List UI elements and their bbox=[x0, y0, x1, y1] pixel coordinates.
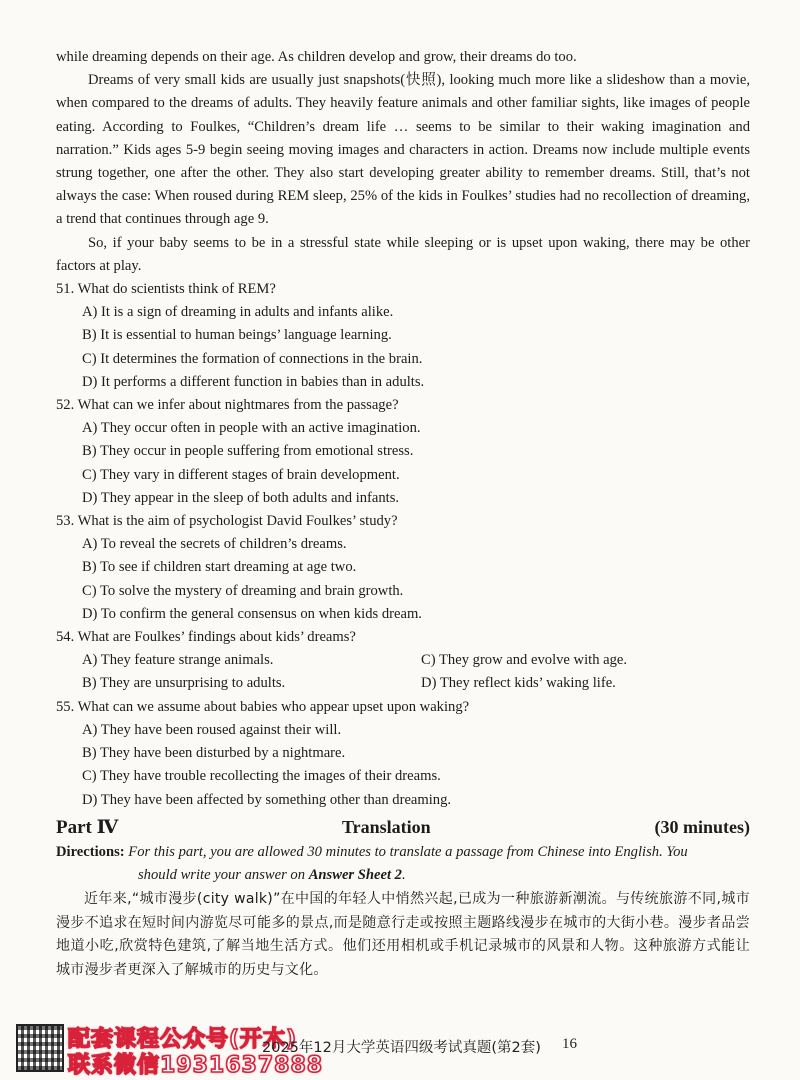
page-number: 16 bbox=[562, 1036, 577, 1052]
directions-text: should write your answer on bbox=[138, 867, 306, 884]
directions-label: Directions: bbox=[56, 843, 125, 860]
option: B) To see if children start dreaming at age two. bbox=[82, 559, 357, 576]
question-stem: 55. What can we assume about babies who appear upset upon waking? bbox=[56, 698, 470, 715]
part-title: Translation bbox=[342, 816, 431, 837]
page-content bbox=[56, 46, 750, 982]
question-52 bbox=[56, 394, 750, 510]
question-54 bbox=[56, 626, 750, 696]
question-stem: 51. What do scientists think of REM? bbox=[56, 281, 276, 298]
option: A) It is a sign of dreaming in adults and infants alike. bbox=[82, 304, 394, 321]
option: C) They grow and evolve with age. bbox=[421, 652, 628, 669]
option: D) To confirm the general consensus on when kids dream. bbox=[82, 605, 422, 622]
option-row bbox=[56, 649, 750, 672]
passage-paragraph: while dreaming depends on their age. As children develop and grow, their dreams do too. bbox=[56, 49, 577, 65]
option: A) They feature strange animals. bbox=[82, 652, 274, 669]
option: A) To reveal the secrets of children’s dreams. bbox=[82, 536, 347, 553]
page-footer bbox=[0, 1020, 800, 1080]
part-header bbox=[56, 816, 750, 839]
qr-code-icon bbox=[16, 1024, 64, 1072]
option: B) They have been disturbed by a nightmare. bbox=[82, 745, 346, 762]
option-row bbox=[56, 672, 750, 695]
part-time: (30 minutes) bbox=[654, 816, 750, 837]
directions bbox=[56, 841, 750, 887]
part-number: Part Ⅳ bbox=[56, 816, 119, 838]
option: B) They occur in people suffering from emotional stress. bbox=[82, 443, 414, 460]
option: A) They have been roused against their will. bbox=[82, 721, 342, 738]
option: A) They occur often in people with an active imagination. bbox=[82, 420, 421, 437]
question-stem: 54. What are Foulkes’ findings about kids’ dreams? bbox=[56, 629, 356, 646]
question-stem: 53. What is the aim of psychologist David Foulkes’ study? bbox=[56, 513, 398, 530]
passage-paragraph: So, if your baby seems to be in a stressful state while sleeping or is upset upon waking, there may be other factors at play. bbox=[56, 234, 750, 274]
option: D) It performs a different function in babies than in adults. bbox=[82, 373, 425, 390]
question-51 bbox=[56, 278, 750, 394]
chinese-passage: 近年来,“城市漫步(city walk)”在中国的年轻人中悄然兴起,已成为一种旅游新潮流。与传统旅游不同,城市漫步不追求在短时间内游览尽可能多的景点,而是随意行走或按照主题路线漫步在城市的大街小巷。漫步者品尝地道小吃,欣赏特色建筑,了解当地生活方式。他们还用相机或手机记录城市的风景和人物。这种旅游方式能让城市漫步者更深入了解城市的历史与文化。 bbox=[56, 891, 750, 978]
directions-text: . bbox=[401, 867, 406, 884]
option: D) They have been affected by something other than dreaming. bbox=[82, 791, 452, 808]
watermark: 联系微信1931637888 bbox=[68, 1053, 324, 1078]
option: C) To solve the mystery of dreaming and brain growth. bbox=[82, 582, 404, 599]
option: D) They appear in the sleep of both adults and infants. bbox=[82, 489, 400, 506]
option: D) They reflect kids’ waking life. bbox=[421, 675, 616, 692]
option: B) It is essential to human beings’ language learning. bbox=[82, 327, 392, 344]
watermark: 配套课程公众号(开木) bbox=[68, 1027, 298, 1052]
question-55 bbox=[56, 696, 750, 812]
directions-text: For this part, you are allowed 30 minutes to translate a passage from Chinese into English. You bbox=[128, 843, 688, 860]
option: C) It determines the formation of connections in the brain. bbox=[82, 350, 423, 367]
passage-paragraph: Dreams of very small kids are usually just snapshots(快照), looking much more like a slideshow than a movie, when compared to the dreams of adults. They heavily feature animals and other familiar sights, like images of people eating. According to Foulkes, “Children’s dream life … seems to be similar to their waking imagination and narration.” Kids ages 5-9 begin seeing moving images and characters in action. Dreams now include multiple events strung together, one after the other. They also start developing greater ability to remember dreams. Still, that’s not always the case: When roused during REM sleep, 25% of the kids in Foulkes’ studies had no recollection of dreaming, a trend that continues through age 9. bbox=[56, 72, 750, 228]
answer-sheet-label: Answer Sheet 2 bbox=[308, 867, 402, 884]
footer-title: 2025年12月大学英语四级考试真题(第2套) bbox=[262, 1040, 541, 1056]
option: B) They are unsurprising to adults. bbox=[82, 675, 286, 692]
question-stem: 52. What can we infer about nightmares from the passage? bbox=[56, 397, 399, 414]
option: C) They have trouble recollecting the images of their dreams. bbox=[82, 768, 441, 785]
question-53 bbox=[56, 510, 750, 626]
option: C) They vary in different stages of brain development. bbox=[82, 466, 400, 483]
